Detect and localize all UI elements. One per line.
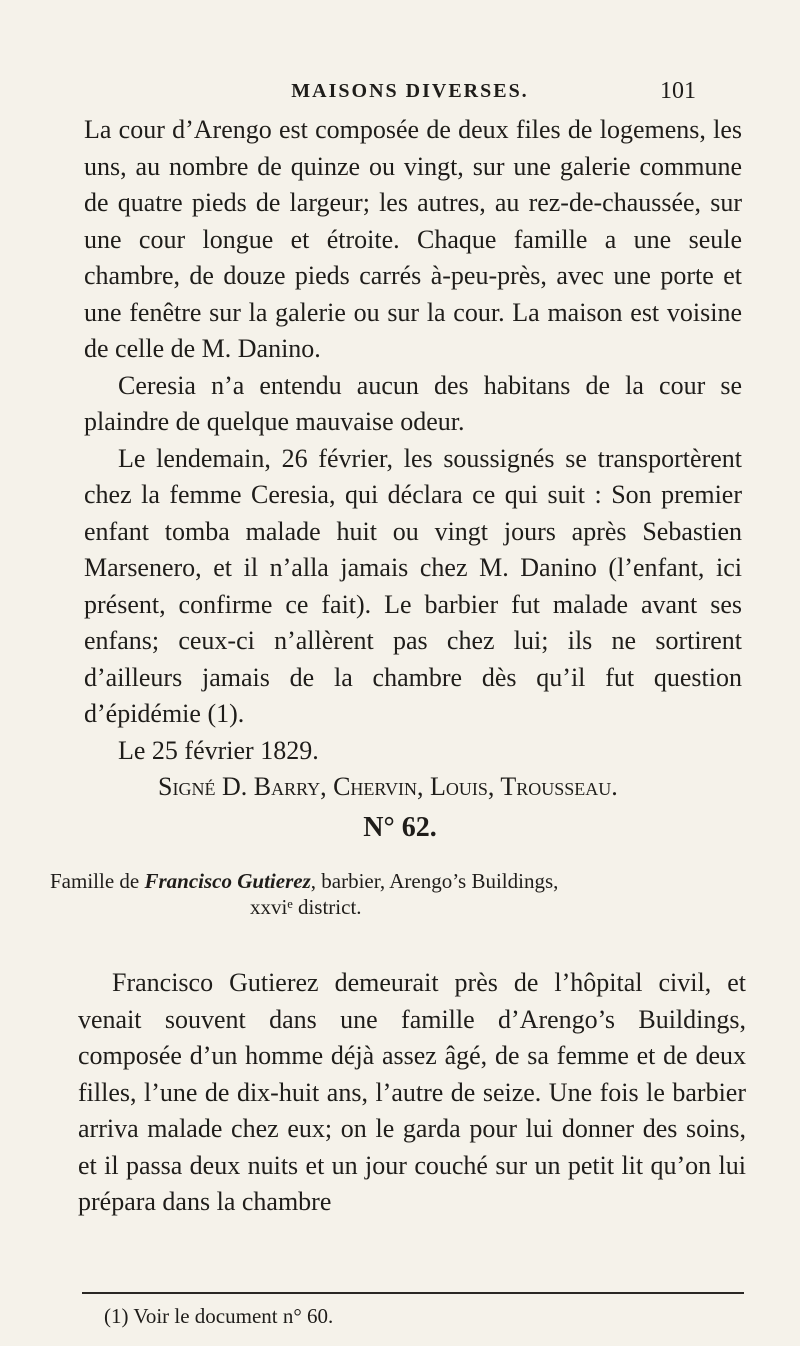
caption-line-2: xxviᵉ district. bbox=[250, 895, 362, 919]
caption-suffix: , barbier, Arengo’s Buildings, bbox=[310, 869, 559, 893]
caption-prefix: Famille de bbox=[50, 869, 140, 893]
paragraph-3: Le lendemain, 26 février, les soussignés se transportèrent chez la femme Ceresia, qui déclara ce qui suit : Son premier enfant tomba malade huit ou vingt jours après Sebastien Marsenero, et il n’alla jamais chez M. Danino (l’enfant, ici présent, confirme ce fait). Le barbier fut malade avant ses enfans; ceux-ci n’allèrent pas chez lui; ils ne sortirent d’ailleurs jamais de la chambre dès qu’il fut question d’épidémie (1). bbox=[84, 443, 742, 728]
section-paragraph: Francisco Gutierez demeurait près de l’hôpital civil, et venait souvent dans une famille d’Arengo’s Buildings, composée d’un homme déjà assez âgé, de sa femme et de deux filles, l’une de dix-huit ans, l’autre de seize. Une fois le barbier arriva malade chez eux; on le garda pour lui donner des soins, et il passa deux nuits et un jour couché sur un petit lit qu’on lui prépara dans la chambre bbox=[78, 968, 746, 1216]
paragraph-2: Ceresia n’a entendu aucun des habitans de la cour se plaindre de quelque mauvaise odeur. bbox=[84, 370, 742, 436]
footnote-rule bbox=[82, 1292, 744, 1294]
caption-name: Francisco Gutierez bbox=[144, 869, 311, 893]
caption-line-1 bbox=[50, 868, 750, 894]
date-line: Le 25 février 1829. bbox=[118, 735, 319, 765]
family-caption bbox=[50, 868, 750, 920]
section-text bbox=[78, 965, 746, 1221]
paragraph-1: La cour d’Arengo est composée de deux files de logemens, les uns, au nombre de quinze ou vingt, sur une galerie commune de quatre pieds de largeur; les autres, au rez-de-chaussée, sur une cour longue et étroite. Chaque famille a une seule chambre, de douze pieds carrés à-peu-près, avec une porte et une fenêtre sur la galerie ou sur la cour. La maison est voisine de celle de M. Danino. bbox=[84, 115, 742, 363]
running-title: MAISONS DIVERSES. bbox=[291, 80, 529, 102]
page-number: 101 bbox=[660, 78, 696, 104]
footnote: (1) Voir le document n° 60. bbox=[104, 1304, 334, 1328]
signature-line: Signé D. Barry, Chervin, Louis, Trousseau. bbox=[158, 772, 618, 801]
main-text bbox=[84, 112, 742, 806]
section-number: N° 62. bbox=[363, 812, 437, 843]
